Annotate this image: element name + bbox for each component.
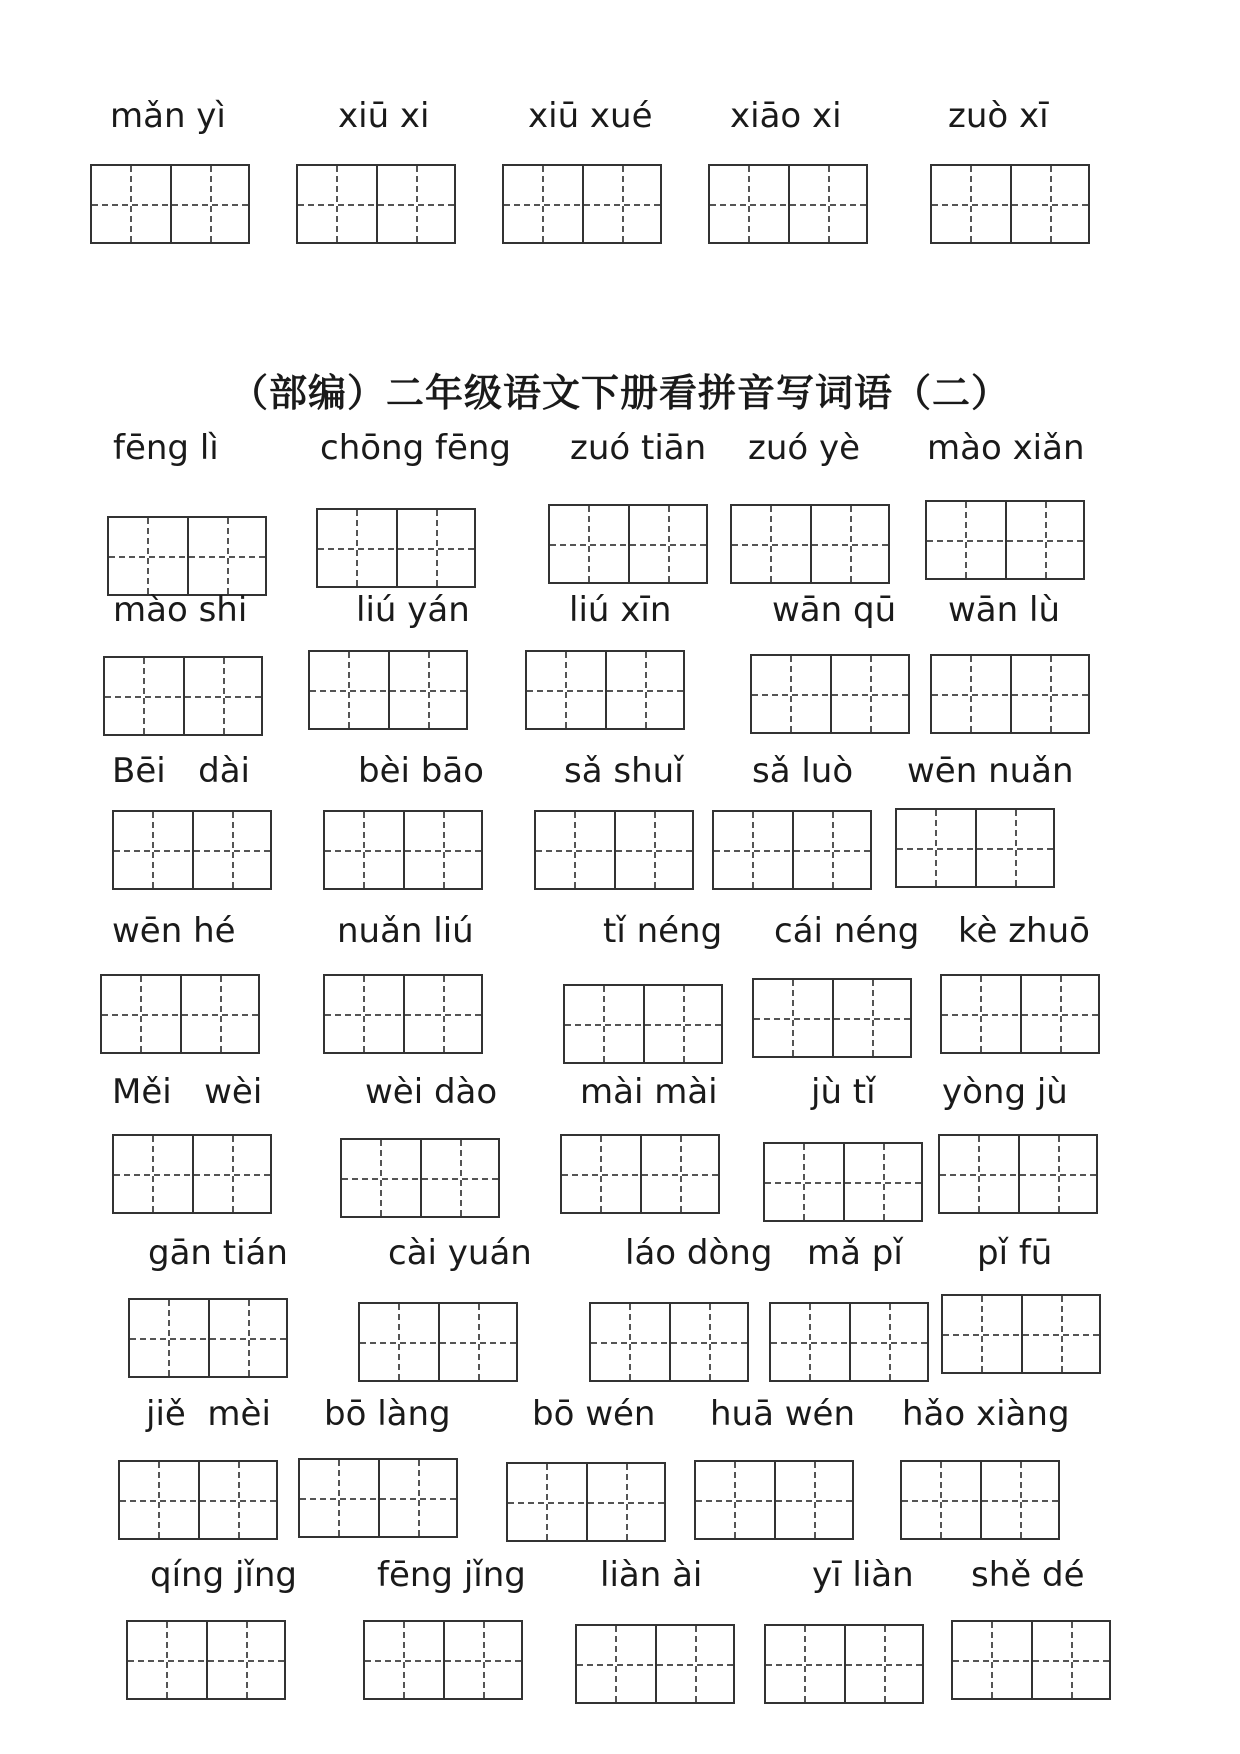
grid-guide-line [680,1136,682,1212]
grid-guide-line [158,1462,160,1538]
pinyin-label: xiū xi [338,96,430,136]
writing-grid[interactable] [895,808,1055,888]
writing-grid[interactable] [340,1138,500,1218]
grid-guide-line [536,850,692,852]
grid-guide-line [365,1660,521,1662]
grid-guide-line [363,976,365,1052]
writing-grid[interactable] [764,1624,924,1704]
pinyin-label: tǐ néng [603,911,723,951]
grid-guide-line [109,556,265,558]
grid-guide-line [238,1462,240,1538]
grid-guide-line [695,1626,697,1702]
writing-grid[interactable] [938,1134,1098,1214]
grid-guide-line [298,204,454,206]
pinyin-label: wān lù [948,590,1060,630]
pinyin-label: gān tián [148,1233,288,1273]
grid-guide-line [765,1182,921,1184]
grid-guide-line [336,166,338,242]
grid-guide-line [102,1014,258,1016]
grid-guide-line [752,694,908,696]
pinyin-label: liú xīn [569,590,672,630]
grid-guide-line [872,980,874,1056]
grid-guide-line [356,510,358,586]
pinyin-label: pǐ fū [977,1233,1053,1273]
grid-guide-line [130,166,132,242]
grid-guide-line [542,166,544,242]
grid-guide-line [591,1342,747,1344]
grid-guide-line [128,1660,284,1662]
writing-grid[interactable] [560,1134,720,1214]
grid-guide-line [792,980,794,1056]
writing-grid[interactable] [694,1460,854,1540]
grid-guide-line [654,812,656,888]
writing-grid[interactable] [126,1620,286,1700]
writing-grid[interactable] [128,1298,288,1378]
grid-guide-line [1058,1136,1060,1212]
writing-grid[interactable] [940,974,1100,1054]
grid-guide-line [770,506,772,582]
pinyin-label: Bēi dài [112,751,250,791]
grid-guide-line [416,166,418,242]
writing-grid[interactable] [506,1462,666,1542]
writing-grid[interactable] [563,984,723,1064]
grid-guide-line [935,810,937,886]
writing-grid[interactable] [296,164,456,244]
grid-guide-line [1050,166,1052,242]
grid-guide-line [902,1500,1058,1502]
grid-guide-line [380,1140,382,1216]
grid-guide-line [143,658,145,734]
pinyin-label: shě dé [971,1555,1085,1595]
grid-guide-line [325,850,481,852]
pinyin-label: fēng lì [113,428,219,468]
writing-grid[interactable] [930,654,1090,734]
writing-grid[interactable] [100,974,260,1054]
writing-grid[interactable] [112,1134,272,1214]
grid-guide-line [615,1626,617,1702]
grid-guide-line [803,1144,805,1220]
grid-guide-line [748,166,750,242]
grid-guide-line [418,1460,420,1536]
grid-guide-line [246,1622,248,1698]
pinyin-label: yī liàn [812,1555,914,1595]
grid-guide-line [428,652,430,728]
writing-grid[interactable] [118,1460,278,1540]
grid-guide-line [220,976,222,1052]
writing-grid[interactable] [107,516,267,596]
grid-guide-line [318,548,474,550]
grid-guide-line [766,1664,922,1666]
writing-grid[interactable] [316,508,476,588]
grid-guide-line [310,690,466,692]
grid-guide-line [105,696,261,698]
grid-guide-line [403,1622,405,1698]
grid-guide-line [1060,976,1062,1052]
grid-guide-line [754,1018,910,1020]
grid-guide-line [168,1300,170,1376]
grid-guide-line [889,1304,891,1380]
pinyin-label: yòng jù [942,1072,1068,1112]
pinyin-label: láo dòng [625,1233,773,1273]
writing-grid[interactable] [308,650,468,730]
writing-grid[interactable] [925,500,1085,580]
grid-guide-line [1071,1622,1073,1698]
grid-guide-line [927,540,1083,542]
grid-guide-line [668,506,670,582]
grid-guide-line [932,204,1088,206]
grid-guide-line [603,986,605,1062]
pinyin-label: kè zhuō [958,911,1090,951]
grid-guide-line [565,1024,721,1026]
pinyin-label: wèi dào [365,1072,498,1112]
pinyin-label: mào shi [113,590,248,630]
writing-grid[interactable] [941,1294,1101,1374]
pinyin-label: liàn ài [600,1555,703,1595]
grid-guide-line [991,1622,993,1698]
pinyin-label: wēn nuǎn [907,751,1074,791]
grid-guide-line [363,812,365,888]
grid-guide-line [398,1304,400,1380]
grid-guide-line [227,518,229,594]
grid-guide-line [562,1174,718,1176]
pinyin-label: wēn hé [112,911,236,951]
grid-guide-line [1061,1296,1063,1372]
grid-guide-line [714,850,870,852]
writing-grid[interactable] [323,974,483,1054]
grid-guide-line [443,976,445,1052]
pinyin-label: liú yán [356,590,470,630]
writing-grid[interactable] [750,654,910,734]
pinyin-label: qíng jǐng [150,1555,297,1595]
writing-grid[interactable] [298,1458,458,1538]
grid-guide-line [884,1626,886,1702]
pinyin-label: mài mài [580,1072,718,1112]
grid-guide-line [478,1304,480,1380]
grid-guide-line [565,652,567,728]
grid-guide-line [965,502,967,578]
grid-guide-line [645,652,647,728]
writing-grid[interactable] [323,810,483,890]
pinyin-label: sǎ shuǐ [564,751,684,791]
grid-guide-line [978,1136,980,1212]
writing-grid[interactable] [589,1302,749,1382]
grid-guide-line [940,1174,1096,1176]
worksheet-title: （部编）二年级语文下册看拼音写词语（二） [229,371,1010,415]
grid-guide-line [883,1144,885,1220]
grid-guide-line [147,518,149,594]
grid-guide-line [771,1342,927,1344]
pinyin-label: mào xiǎn [927,428,1085,468]
grid-guide-line [152,1136,154,1212]
grid-guide-line [92,204,248,206]
writing-grid[interactable] [575,1624,735,1704]
grid-guide-line [483,1622,485,1698]
grid-guide-line [752,812,754,888]
grid-guide-line [709,1304,711,1380]
grid-guide-line [734,1462,736,1538]
grid-guide-line [980,976,982,1052]
grid-guide-line [232,812,234,888]
grid-guide-line [981,1296,983,1372]
grid-guide-line [130,1338,286,1340]
writing-grid[interactable] [525,650,685,730]
grid-guide-line [152,812,154,888]
grid-guide-line [140,976,142,1052]
writing-grid[interactable] [534,810,694,890]
grid-guide-line [1050,656,1052,732]
grid-guide-line [342,1178,498,1180]
writing-grid[interactable] [763,1142,923,1222]
grid-guide-line [546,1464,548,1540]
grid-guide-line [732,544,888,546]
grid-guide-line [696,1500,852,1502]
pinyin-label: bō wén [532,1394,656,1434]
grid-guide-line [577,1664,733,1666]
writing-grid[interactable] [930,164,1090,244]
pinyin-label: wān qū [772,590,897,630]
grid-guide-line [588,506,590,582]
pinyin-label: xiū xué [528,96,653,136]
pinyin-label: Měi wèi [112,1072,263,1112]
grid-guide-line [1015,810,1017,886]
grid-guide-line [1020,1462,1022,1538]
grid-guide-line [114,1174,270,1176]
pinyin-label: sǎ luò [752,751,854,791]
grid-guide-line [325,1014,481,1016]
pinyin-label: mǎ pǐ [807,1233,903,1273]
pinyin-label: huā wén [710,1394,856,1434]
writing-grid[interactable] [103,656,263,736]
grid-guide-line [932,694,1088,696]
grid-guide-line [443,812,445,888]
grid-guide-line [832,812,834,888]
pinyin-label: fēng jǐng [377,1555,526,1595]
pinyin-label: bèi bāo [358,751,484,791]
grid-guide-line [683,986,685,1062]
grid-guide-line [897,848,1053,850]
grid-guide-line [943,1334,1099,1336]
pinyin-label: nuǎn liú [337,911,474,951]
writing-grid[interactable] [900,1460,1060,1540]
grid-guide-line [504,204,660,206]
grid-guide-line [940,1462,942,1538]
grid-guide-line [790,656,792,732]
writing-grid[interactable] [363,1620,523,1700]
grid-guide-line [508,1502,664,1504]
writing-grid[interactable] [708,164,868,244]
grid-guide-line [622,166,624,242]
pinyin-label: bō làng [324,1394,451,1434]
grid-guide-line [248,1300,250,1376]
pinyin-label: chōng fēng [320,428,512,468]
grid-guide-line [166,1622,168,1698]
grid-guide-line [953,1660,1109,1662]
grid-guide-line [970,656,972,732]
writing-grid[interactable] [358,1302,518,1382]
grid-guide-line [942,1014,1098,1016]
grid-guide-line [210,166,212,242]
grid-guide-line [970,166,972,242]
pinyin-label: mǎn yì [110,96,226,136]
writing-grid[interactable] [752,978,912,1058]
writing-grid[interactable] [112,810,272,890]
grid-guide-line [600,1136,602,1212]
pinyin-label: jù tǐ [811,1072,876,1112]
pinyin-label: zuó tiān [570,428,707,468]
grid-guide-line [436,510,438,586]
grid-guide-line [360,1342,516,1344]
grid-guide-line [300,1498,456,1500]
pinyin-label: zuò xī [948,96,1049,136]
grid-guide-line [574,812,576,888]
grid-guide-line [550,544,706,546]
writing-grid[interactable] [712,810,872,890]
grid-guide-line [232,1136,234,1212]
grid-guide-line [338,1460,340,1536]
writing-grid[interactable] [769,1302,929,1382]
writing-grid[interactable] [502,164,662,244]
writing-grid[interactable] [730,504,890,584]
pinyin-label: cài yuán [388,1233,532,1273]
grid-guide-line [870,656,872,732]
grid-guide-line [460,1140,462,1216]
grid-guide-line [527,690,683,692]
writing-grid[interactable] [951,1620,1111,1700]
grid-guide-line [850,506,852,582]
grid-guide-line [828,166,830,242]
writing-grid[interactable] [90,164,250,244]
pinyin-label: jiě mèi [146,1394,271,1434]
grid-guide-line [223,658,225,734]
grid-guide-line [1045,502,1047,578]
pinyin-label: xiāo xi [730,96,842,136]
grid-guide-line [348,652,350,728]
pinyin-label: zuó yè [748,428,861,468]
pinyin-label: hǎo xiàng [902,1394,1070,1434]
grid-guide-line [804,1626,806,1702]
writing-grid[interactable] [548,504,708,584]
pinyin-label: cái néng [774,911,920,951]
grid-guide-line [710,204,866,206]
grid-guide-line [629,1304,631,1380]
grid-guide-line [120,1500,276,1502]
grid-guide-line [626,1464,628,1540]
grid-guide-line [114,850,270,852]
grid-guide-line [809,1304,811,1380]
grid-guide-line [814,1462,816,1538]
